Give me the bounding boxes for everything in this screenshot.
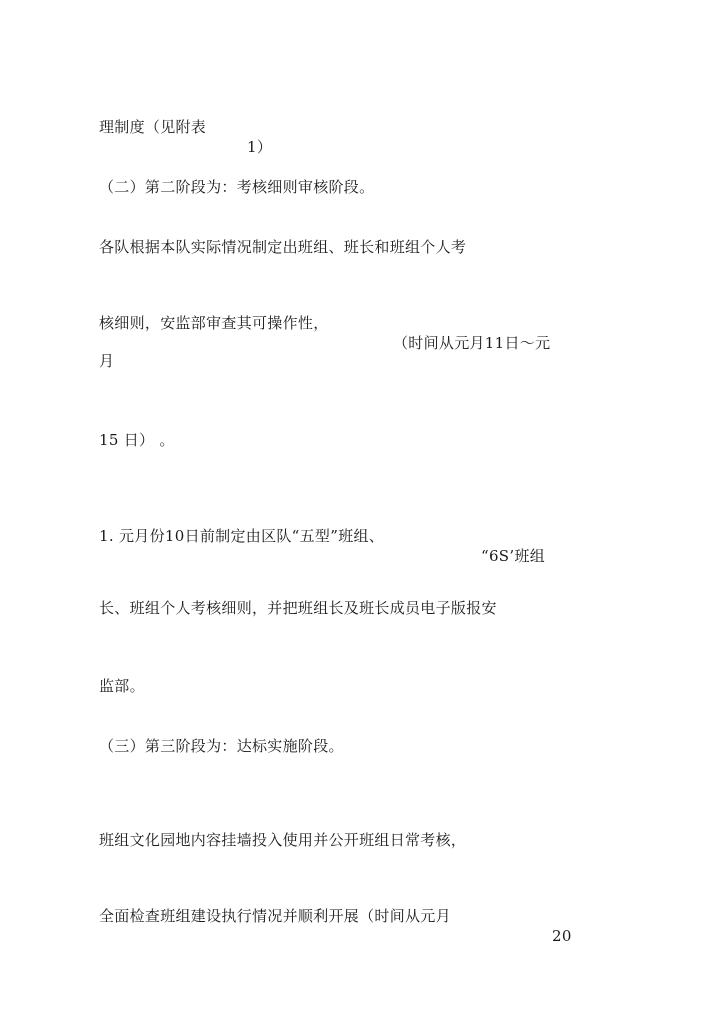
text-line-9 <box>99 656 145 716</box>
text-line-3 <box>99 217 467 277</box>
line-1-suffix: 1） <box>247 138 273 156</box>
line-6-text: 15 日） 。 <box>99 431 175 449</box>
line-8-text: 长、班组个人考核细则，并把班组长及班长成员电子版报安 <box>99 599 497 617</box>
line-12-text: 全面检查班组建设执行情况并顺利开展（时间从元月 <box>99 907 451 925</box>
line-4-suffix: （时间从元月11日～元 <box>393 334 551 352</box>
text-line-6 <box>99 410 175 470</box>
line-7-text: 1. 元月份10日前制定由区队“五型”班组、 <box>99 527 385 545</box>
line-2-text: （二）第二阶段为：考核细则审核阶段。 <box>99 178 375 196</box>
text-line-11 <box>99 810 467 870</box>
line-9-text: 监部。 <box>99 677 145 695</box>
text-line-12 <box>99 886 572 966</box>
line-7-suffix: “6S’班组 <box>481 547 546 565</box>
text-line-7 <box>99 506 546 586</box>
line-1-text: 理制度（见附表 <box>99 118 207 136</box>
line-11-text: 班组文化园地内容挂墙投入使用并公开班组日常考核， <box>99 831 467 849</box>
line-5-text: 月 <box>99 352 115 370</box>
line-4-text: 核细则，安监部审查其可操作性， <box>99 314 329 332</box>
text-line-2 <box>99 157 375 217</box>
line-12-suffix: 20 <box>552 927 572 945</box>
text-line-5 <box>99 331 119 391</box>
line-3-text: 各队根据本队实际情况制定出班组、班长和班组个人考 <box>99 238 467 256</box>
line-10-text: （三）第三阶段为：达标实施阶段。 <box>99 737 344 755</box>
text-line-10 <box>99 716 344 776</box>
text-line-8 <box>99 578 497 638</box>
